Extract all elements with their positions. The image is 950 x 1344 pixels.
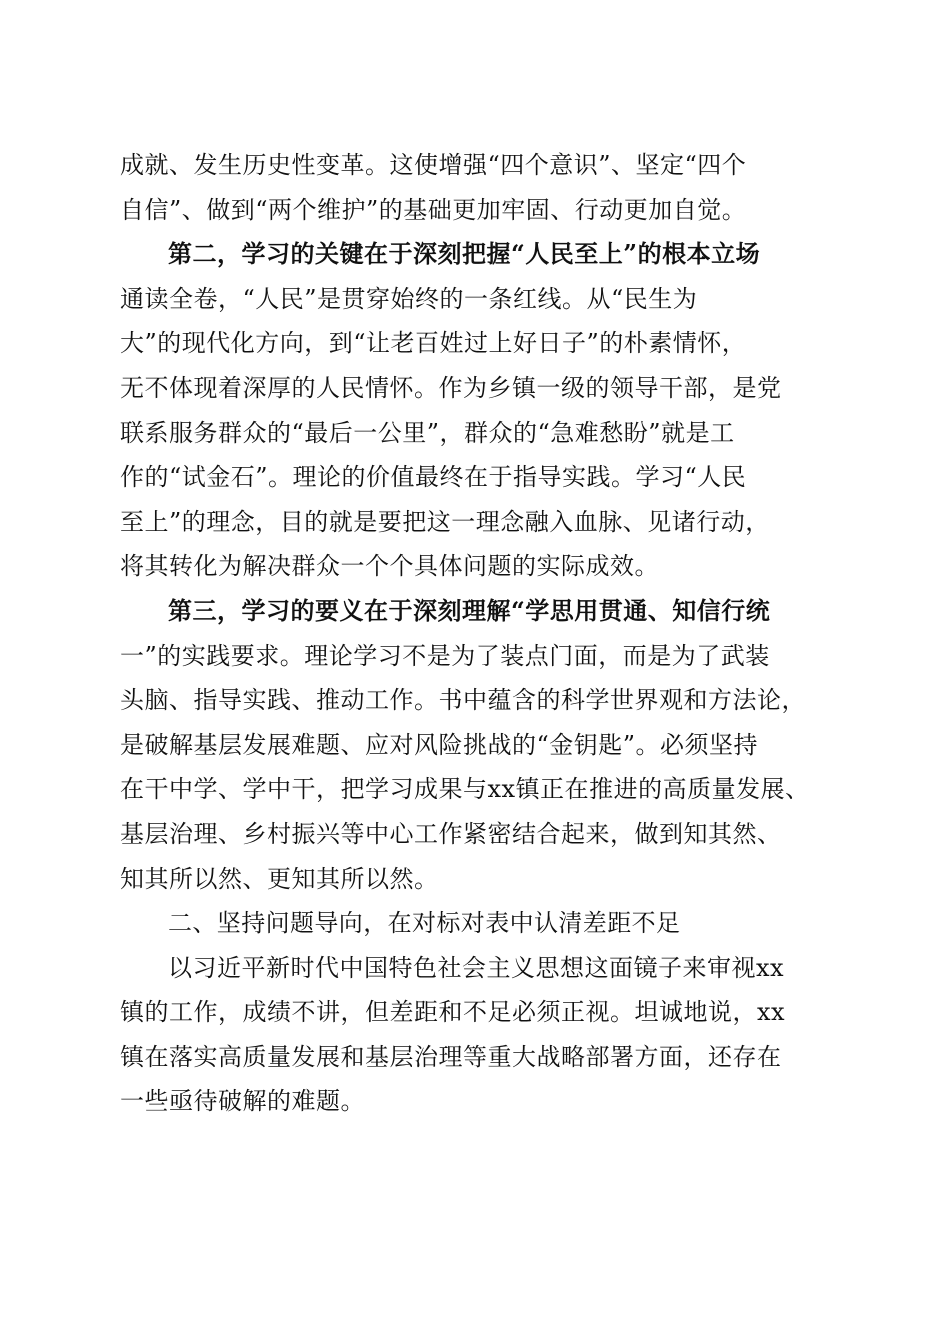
section-point-two-heading: 第二，学习的关键在于深刻把握“人民至上”的根本立场 bbox=[168, 239, 761, 269]
text-line: 将其转化为解决群众一个个具体问题的实际成效。 bbox=[120, 552, 659, 581]
text-line: 无不体现着深厚的人民情怀。作为乡镇一级的领导干部，是党 bbox=[120, 373, 782, 402]
text-line: 镇在落实高质量发展和基层治理等重大战略部署方面，还存在 bbox=[120, 1042, 782, 1071]
text-line: 一些亟待破解的难题。 bbox=[120, 1087, 365, 1116]
text-line: 基层治理、乡村振兴等中心工作紧密结合起来，做到知其然、 bbox=[120, 819, 782, 848]
text-line: 知其所以然、更知其所以然。 bbox=[120, 864, 439, 893]
text-line: 通读全卷，“人民”是贯穿始终的一条红线。从“民生为 bbox=[120, 284, 698, 313]
text-line: 是破解基层发展难题、应对风险挑战的“金钥匙”。必须坚持 bbox=[120, 730, 759, 759]
text-line: 至上”的理念，目的就是要把这一理念融入血脉、见诸行动， bbox=[120, 507, 770, 536]
text-line: 头脑、指导实践、推动工作。书中蕴含的科学世界观和方法论， bbox=[120, 686, 806, 715]
text-line: 一”的实践要求。理论学习不是为了装点门面，而是为了武装 bbox=[120, 641, 770, 670]
section-point-three-heading: 第三，学习的要义在于深刻理解“学思用贯通、知信行统 bbox=[168, 595, 771, 625]
document-body bbox=[120, 143, 838, 1124]
text-line: 成就、发生历史性变革。这使增强“四个意识”、坚定“四个 bbox=[120, 151, 747, 179]
text-line: 大”的现代化方向，到“让老百姓过上好日子”的朴素情怀， bbox=[120, 329, 747, 358]
text-line: 作的“试金石”。理论的价值最终在于指导实践。学习“人民 bbox=[120, 463, 747, 492]
text-line: 联系服务群众的“最后一公里”，群众的“急难愁盼”就是工 bbox=[120, 418, 735, 447]
text-line: 在干中学、学中干，把学习成果与xx镇正在推进的高质量发展、 bbox=[120, 775, 810, 804]
section-two-heading: 二、坚持问题导向，在对标对表中认清差距不足 bbox=[168, 909, 681, 938]
text-line: 镇的工作，成绩不讲，但差距和不足必须正视。坦诚地说，xx bbox=[120, 998, 786, 1027]
text-line: 以习近平新时代中国特色社会主义思想这面镜子来审视xx bbox=[168, 953, 785, 982]
text-line: 自信”、做到“两个维护”的基础更加牢固、行动更加自觉。 bbox=[120, 195, 747, 224]
